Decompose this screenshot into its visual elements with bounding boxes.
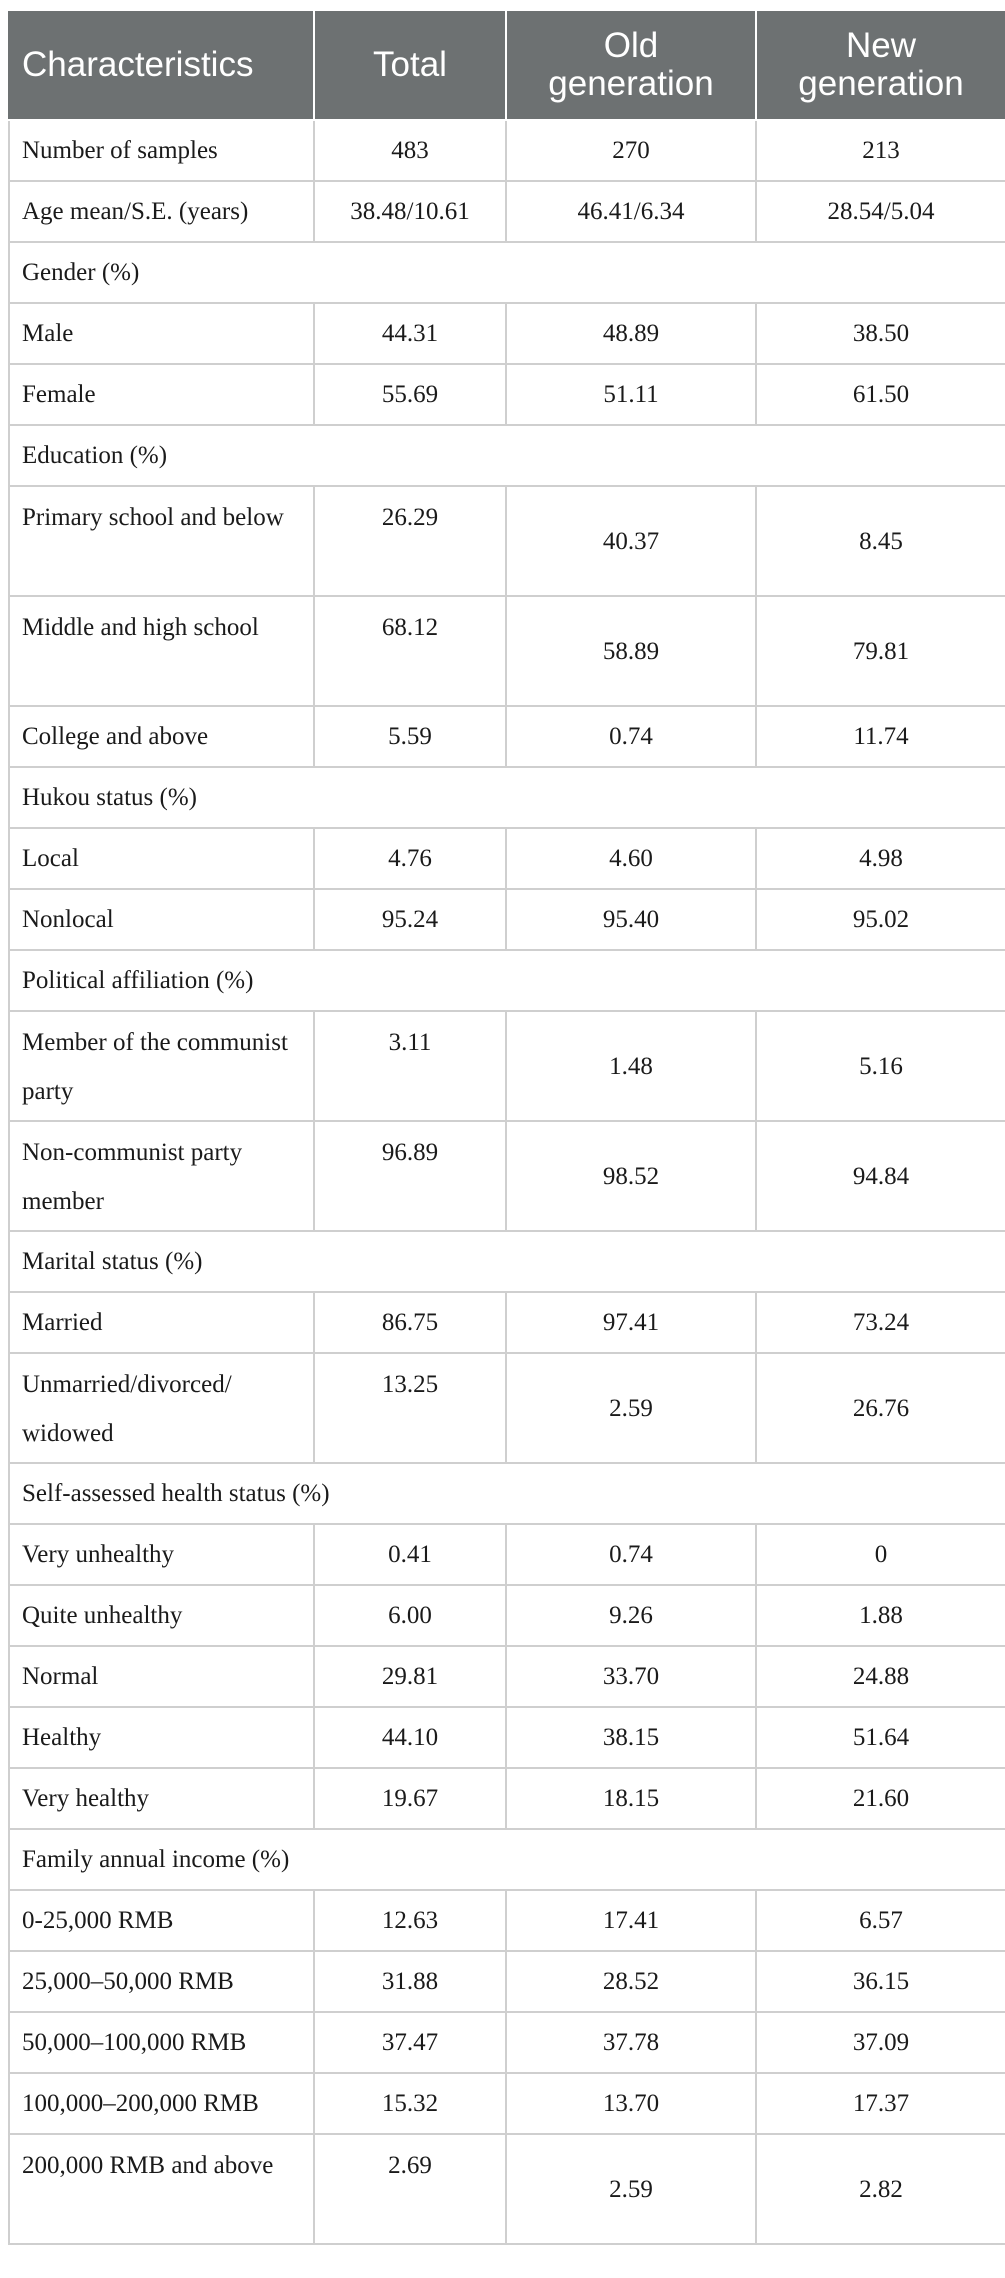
row-label: Married — [9, 1292, 314, 1353]
cell-new-generation: 61.50 — [756, 364, 1005, 425]
row-label: Number of samples — [9, 120, 314, 181]
cell-old-generation: 1.48 — [506, 1011, 756, 1121]
cell-new-generation: 38.50 — [756, 303, 1005, 364]
table-row — [9, 486, 1005, 596]
row-label: Female — [9, 364, 314, 425]
cell-old-generation: 17.41 — [506, 1890, 756, 1951]
table-row — [9, 364, 1005, 425]
table-header — [9, 10, 1005, 120]
cell-old-generation: 40.37 — [506, 486, 756, 596]
row-label: Normal — [9, 1646, 314, 1707]
cell-old-generation: 0.74 — [506, 706, 756, 767]
cell-total: 38.48/10.61 — [314, 181, 506, 242]
row-label: Male — [9, 303, 314, 364]
cell-total: 6.00 — [314, 1585, 506, 1646]
table-row — [9, 2073, 1005, 2134]
section-row — [9, 425, 1005, 486]
cell-old-generation: 9.26 — [506, 1585, 756, 1646]
row-label: Nonlocal — [9, 889, 314, 950]
cell-new-generation: 94.84 — [756, 1121, 1005, 1231]
cell-old-generation: 37.78 — [506, 2012, 756, 2073]
cell-new-generation: 6.57 — [756, 1890, 1005, 1951]
table-row — [9, 1353, 1005, 1463]
cell-total: 44.10 — [314, 1707, 506, 1768]
cell-total: 483 — [314, 120, 506, 181]
table-row — [9, 303, 1005, 364]
characteristics-table — [8, 9, 1005, 2245]
cell-new-generation: 28.54/5.04 — [756, 181, 1005, 242]
table-row — [9, 1646, 1005, 1707]
row-label: Age mean/S.E. (years) — [9, 181, 314, 242]
cell-total: 12.63 — [314, 1890, 506, 1951]
table-row — [9, 889, 1005, 950]
table-row — [9, 1292, 1005, 1353]
cell-total: 55.69 — [314, 364, 506, 425]
cell-total: 0.41 — [314, 1524, 506, 1585]
cell-total: 96.89 — [314, 1121, 506, 1231]
row-label: Middle and high school — [9, 596, 314, 706]
header-row — [9, 10, 1005, 120]
cell-total: 13.25 — [314, 1353, 506, 1463]
section-label: Marital status (%) — [9, 1231, 1005, 1292]
row-label: Quite unhealthy — [9, 1585, 314, 1646]
table-body — [9, 120, 1005, 2244]
cell-total: 95.24 — [314, 889, 506, 950]
row-label: Healthy — [9, 1707, 314, 1768]
table-row — [9, 828, 1005, 889]
cell-total: 44.31 — [314, 303, 506, 364]
cell-old-generation: 58.89 — [506, 596, 756, 706]
cell-total: 26.29 — [314, 486, 506, 596]
cell-old-generation: 13.70 — [506, 2073, 756, 2134]
cell-total: 2.69 — [314, 2134, 506, 2244]
cell-total: 4.76 — [314, 828, 506, 889]
cell-new-generation: 11.74 — [756, 706, 1005, 767]
cell-old-generation: 2.59 — [506, 2134, 756, 2244]
header-new-generation: New generation — [756, 10, 1005, 120]
section-row — [9, 1231, 1005, 1292]
cell-total: 31.88 — [314, 1951, 506, 2012]
row-label: Non-communist party member — [9, 1121, 314, 1231]
section-row — [9, 950, 1005, 1011]
row-label: Primary school and below — [9, 486, 314, 596]
cell-old-generation: 33.70 — [506, 1646, 756, 1707]
header-total: Total — [314, 10, 506, 120]
table-row — [9, 1524, 1005, 1585]
table-row — [9, 181, 1005, 242]
cell-old-generation: 97.41 — [506, 1292, 756, 1353]
cell-total: 86.75 — [314, 1292, 506, 1353]
cell-new-generation: 37.09 — [756, 2012, 1005, 2073]
cell-total: 68.12 — [314, 596, 506, 706]
cell-old-generation: 51.11 — [506, 364, 756, 425]
table-row — [9, 1707, 1005, 1768]
row-label: 0-25,000 RMB — [9, 1890, 314, 1951]
cell-total: 37.47 — [314, 2012, 506, 2073]
cell-new-generation: 5.16 — [756, 1011, 1005, 1121]
header-old-generation: Old generation — [506, 10, 756, 120]
cell-new-generation: 73.24 — [756, 1292, 1005, 1353]
table-row — [9, 2012, 1005, 2073]
row-label: 25,000–50,000 RMB — [9, 1951, 314, 2012]
cell-old-generation: 95.40 — [506, 889, 756, 950]
section-row — [9, 242, 1005, 303]
cell-old-generation: 46.41/6.34 — [506, 181, 756, 242]
row-label: 100,000–200,000 RMB — [9, 2073, 314, 2134]
cell-old-generation: 270 — [506, 120, 756, 181]
table-row — [9, 1951, 1005, 2012]
cell-total: 3.11 — [314, 1011, 506, 1121]
table-row — [9, 1585, 1005, 1646]
cell-new-generation: 95.02 — [756, 889, 1005, 950]
section-label: Gender (%) — [9, 242, 1005, 303]
row-label: 200,000 RMB and above — [9, 2134, 314, 2244]
cell-new-generation: 8.45 — [756, 486, 1005, 596]
cell-total: 5.59 — [314, 706, 506, 767]
cell-total: 19.67 — [314, 1768, 506, 1829]
cell-new-generation: 17.37 — [756, 2073, 1005, 2134]
cell-old-generation: 98.52 — [506, 1121, 756, 1231]
cell-new-generation: 79.81 — [756, 596, 1005, 706]
table-row — [9, 1890, 1005, 1951]
table-row — [9, 120, 1005, 181]
table-row — [9, 2134, 1005, 2244]
table-row — [9, 1121, 1005, 1231]
cell-new-generation: 24.88 — [756, 1646, 1005, 1707]
cell-old-generation: 18.15 — [506, 1768, 756, 1829]
cell-new-generation: 213 — [756, 120, 1005, 181]
row-label: Local — [9, 828, 314, 889]
table-row — [9, 1768, 1005, 1829]
cell-total: 15.32 — [314, 2073, 506, 2134]
table-row — [9, 596, 1005, 706]
row-label: Unmarried/divorced/ widowed — [9, 1353, 314, 1463]
row-label: Member of the communist party — [9, 1011, 314, 1121]
section-label: Political affiliation (%) — [9, 950, 1005, 1011]
cell-new-generation: 21.60 — [756, 1768, 1005, 1829]
section-label: Hukou status (%) — [9, 767, 1005, 828]
row-label: Very unhealthy — [9, 1524, 314, 1585]
cell-new-generation: 0 — [756, 1524, 1005, 1585]
section-label: Family annual income (%) — [9, 1829, 1005, 1890]
table-row — [9, 1011, 1005, 1121]
section-row — [9, 1829, 1005, 1890]
section-label: Self-assessed health status (%) — [9, 1463, 1005, 1524]
cell-old-generation: 28.52 — [506, 1951, 756, 2012]
cell-old-generation: 38.15 — [506, 1707, 756, 1768]
cell-old-generation: 4.60 — [506, 828, 756, 889]
header-characteristics: Characteristics — [9, 10, 314, 120]
cell-new-generation: 26.76 — [756, 1353, 1005, 1463]
cell-new-generation: 51.64 — [756, 1707, 1005, 1768]
cell-new-generation: 4.98 — [756, 828, 1005, 889]
row-label: 50,000–100,000 RMB — [9, 2012, 314, 2073]
cell-old-generation: 48.89 — [506, 303, 756, 364]
cell-old-generation: 0.74 — [506, 1524, 756, 1585]
table-row — [9, 706, 1005, 767]
section-label: Education (%) — [9, 425, 1005, 486]
row-label: College and above — [9, 706, 314, 767]
section-row — [9, 1463, 1005, 1524]
cell-total: 29.81 — [314, 1646, 506, 1707]
section-row — [9, 767, 1005, 828]
cell-old-generation: 2.59 — [506, 1353, 756, 1463]
cell-new-generation: 2.82 — [756, 2134, 1005, 2244]
cell-new-generation: 1.88 — [756, 1585, 1005, 1646]
cell-new-generation: 36.15 — [756, 1951, 1005, 2012]
row-label: Very healthy — [9, 1768, 314, 1829]
